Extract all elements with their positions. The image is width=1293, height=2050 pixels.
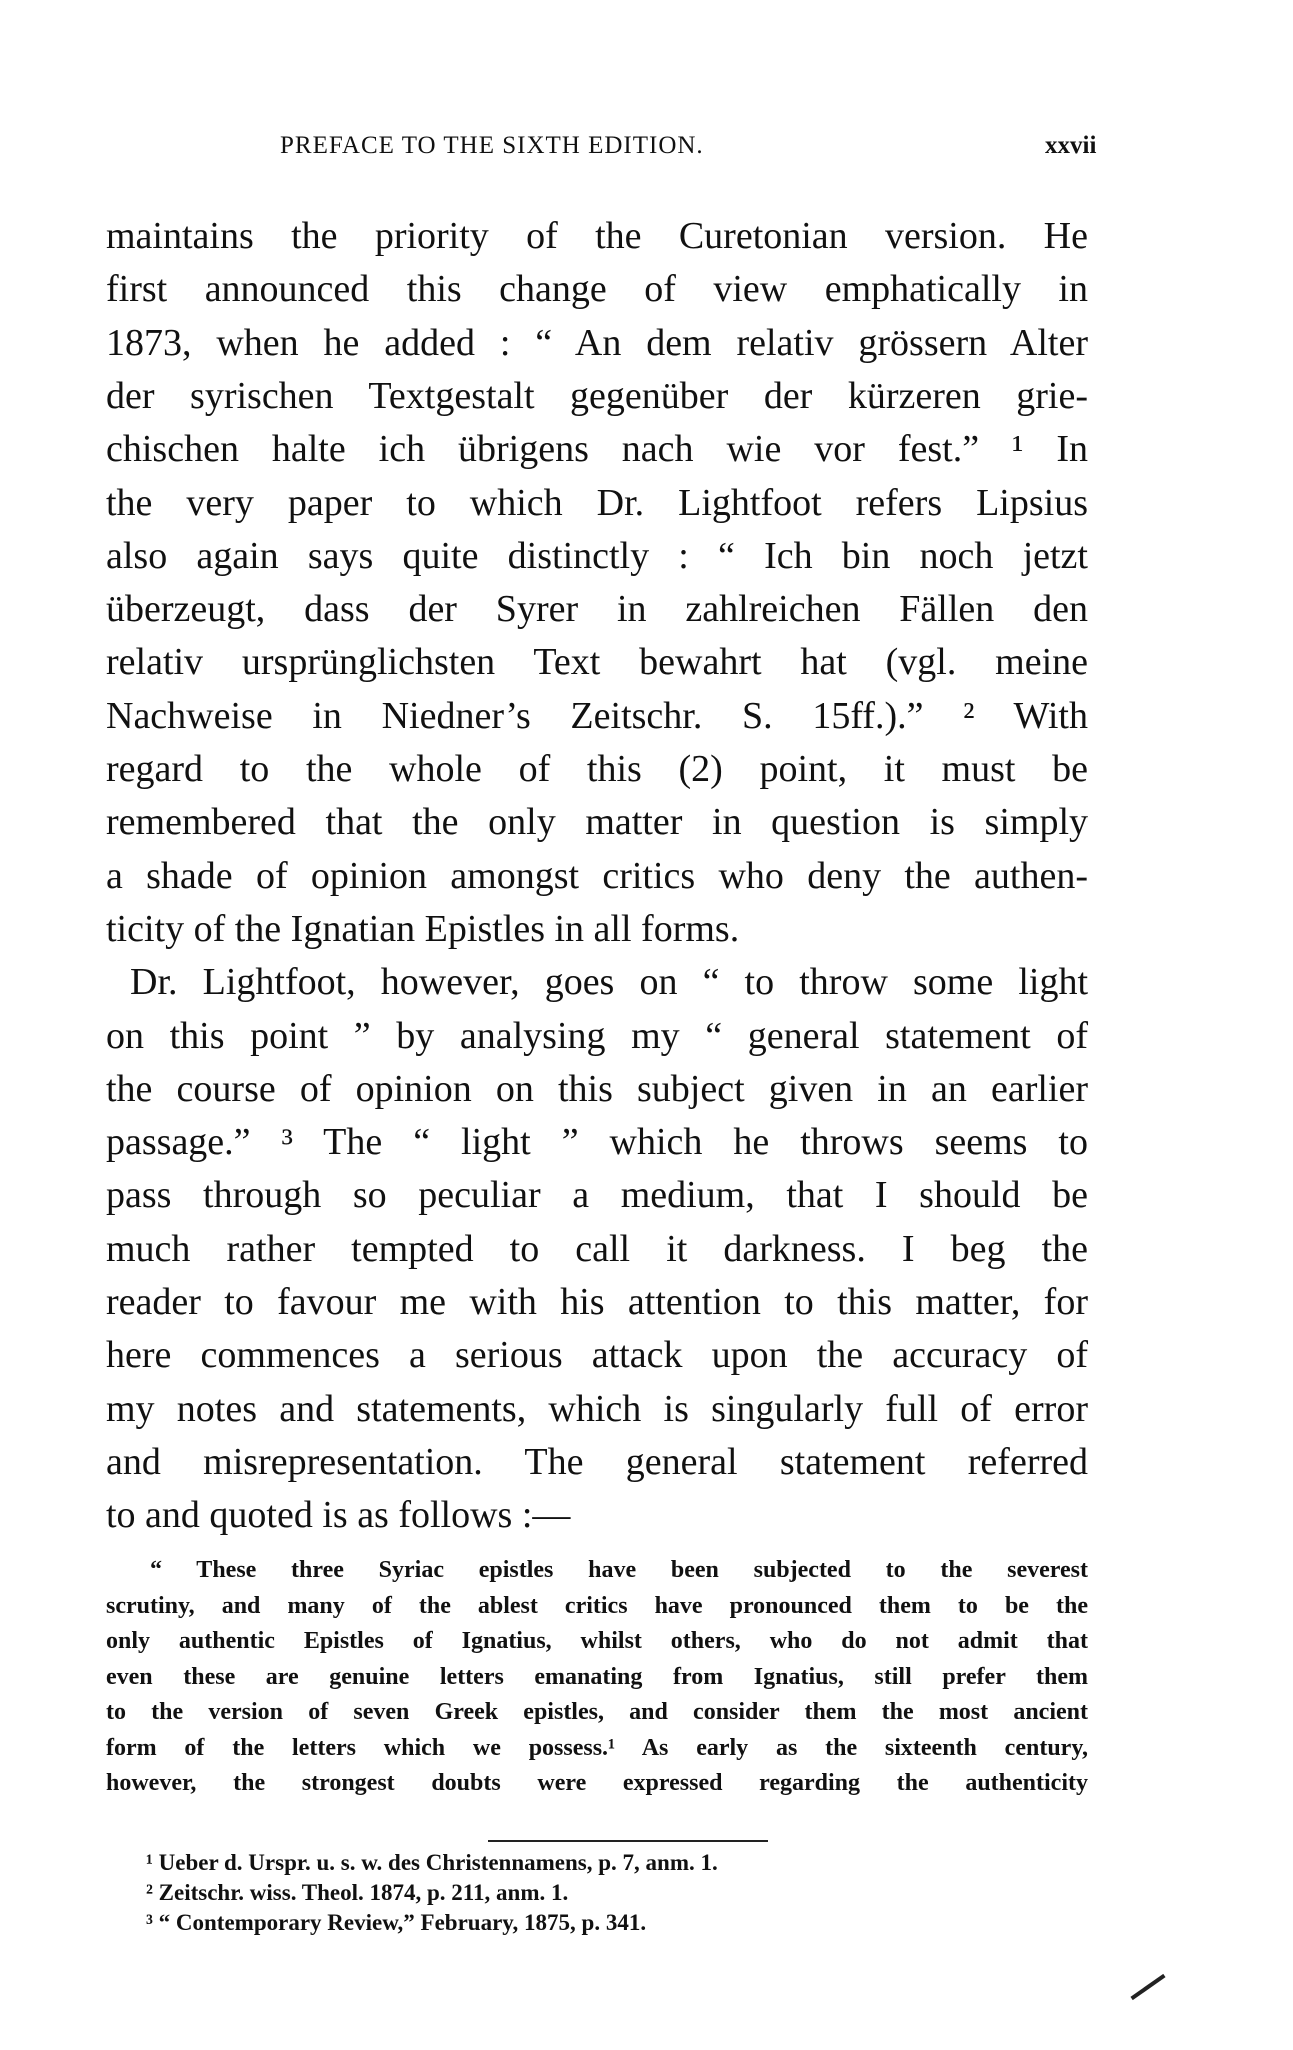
body-line: here commences a serious attack upon the accuracy of [106, 1334, 1088, 1377]
body-line: passage.” ³ The “ light ” which he throws seems to [106, 1121, 1088, 1164]
body-line: first announced this change of view emphatically in [106, 268, 1088, 311]
body-line: maintains the priority of the Curetonian version. He [106, 215, 1088, 257]
body-line: Dr. Lightfoot, however, goes on “ to throw some light [130, 961, 1088, 1004]
body-line: on this point ” by analysing my “ general statement of [106, 1014, 1088, 1057]
running-header: PREFACE TO THE SIXTH EDITION. [280, 132, 704, 159]
quote-line: only authentic Epistles of Ignatius, whilst others, who do not admit that [106, 1628, 1088, 1654]
body-line: Nachweise in Niedner’s Zeitschr. S. 15ff.).” ² With [106, 694, 1088, 737]
quote-line: to the version of seven Greek epistles, and consider them the most ancient [106, 1699, 1088, 1725]
body-line: a shade of opinion amongst critics who deny the authen- [106, 854, 1088, 897]
quote-line: however, the strongest doubts were expressed regarding the authenticity [106, 1770, 1088, 1796]
body-line: also again says quite distinctly : “ Ich bin noch jetzt [106, 534, 1088, 577]
body-line: reader to favour me with his attention to this matter, for [106, 1281, 1088, 1323]
footnote: ³ “ Contemporary Review,” February, 1875, p. 341. [146, 1910, 647, 1935]
body-line: my notes and statements, which is singularly full of error [106, 1387, 1088, 1430]
quote-line: scrutiny, and many of the ablest critics have pronounced them to be the [106, 1592, 1088, 1619]
body-line: relativ ursprünglichsten Text bewahrt hat (vgl. meine [106, 641, 1088, 684]
quote-line: form of the letters which we possess.¹ As early as the sixteenth century, [106, 1734, 1088, 1761]
footnote: ¹ Ueber d. Urspr. u. s. w. des Christennamens, p. 7, anm. 1. [146, 1850, 718, 1875]
page-number: xxvii [1045, 132, 1097, 159]
ink-mark [1130, 1974, 1165, 2000]
footnote-divider [488, 1840, 768, 1842]
body-line: regard to the whole of this (2) point, it must be [106, 748, 1088, 790]
body-line: to and quoted is as follows :— [106, 1494, 571, 1537]
body-line: 1873, when he added : “ An dem relativ grössern Alter [106, 321, 1088, 364]
body-line: much rather tempted to call it darkness. I beg the [106, 1227, 1088, 1270]
body-line: the very paper to which Dr. Lightfoot refers Lipsius [106, 481, 1088, 524]
body-line: überzeugt, dass der Syrer in zahlreichen Fällen den [106, 588, 1088, 631]
body-line: the course of opinion on this subject given in an earlier [106, 1067, 1088, 1110]
body-line: remembered that the only matter in question is simply [106, 801, 1088, 844]
quote-line: “ These three Syriac epistles have been subjected to the severest [150, 1557, 1088, 1583]
body-line: chischen halte ich übrigens nach wie vor fest.” ¹ In [106, 428, 1088, 471]
body-line: pass through so peculiar a medium, that I should be [106, 1174, 1088, 1217]
body-line: der syrischen Textgestalt gegenüber der kürzeren grie- [106, 374, 1088, 417]
body-line: ticity of the Ignatian Epistles in all forms. [106, 907, 740, 950]
body-line: and misrepresentation. The general statement referred [106, 1440, 1088, 1483]
quote-line: even these are genuine letters emanating from Ignatius, still prefer them [106, 1663, 1088, 1690]
footnote: ² Zeitschr. wiss. Theol. 1874, p. 211, anm. 1. [146, 1880, 569, 1905]
